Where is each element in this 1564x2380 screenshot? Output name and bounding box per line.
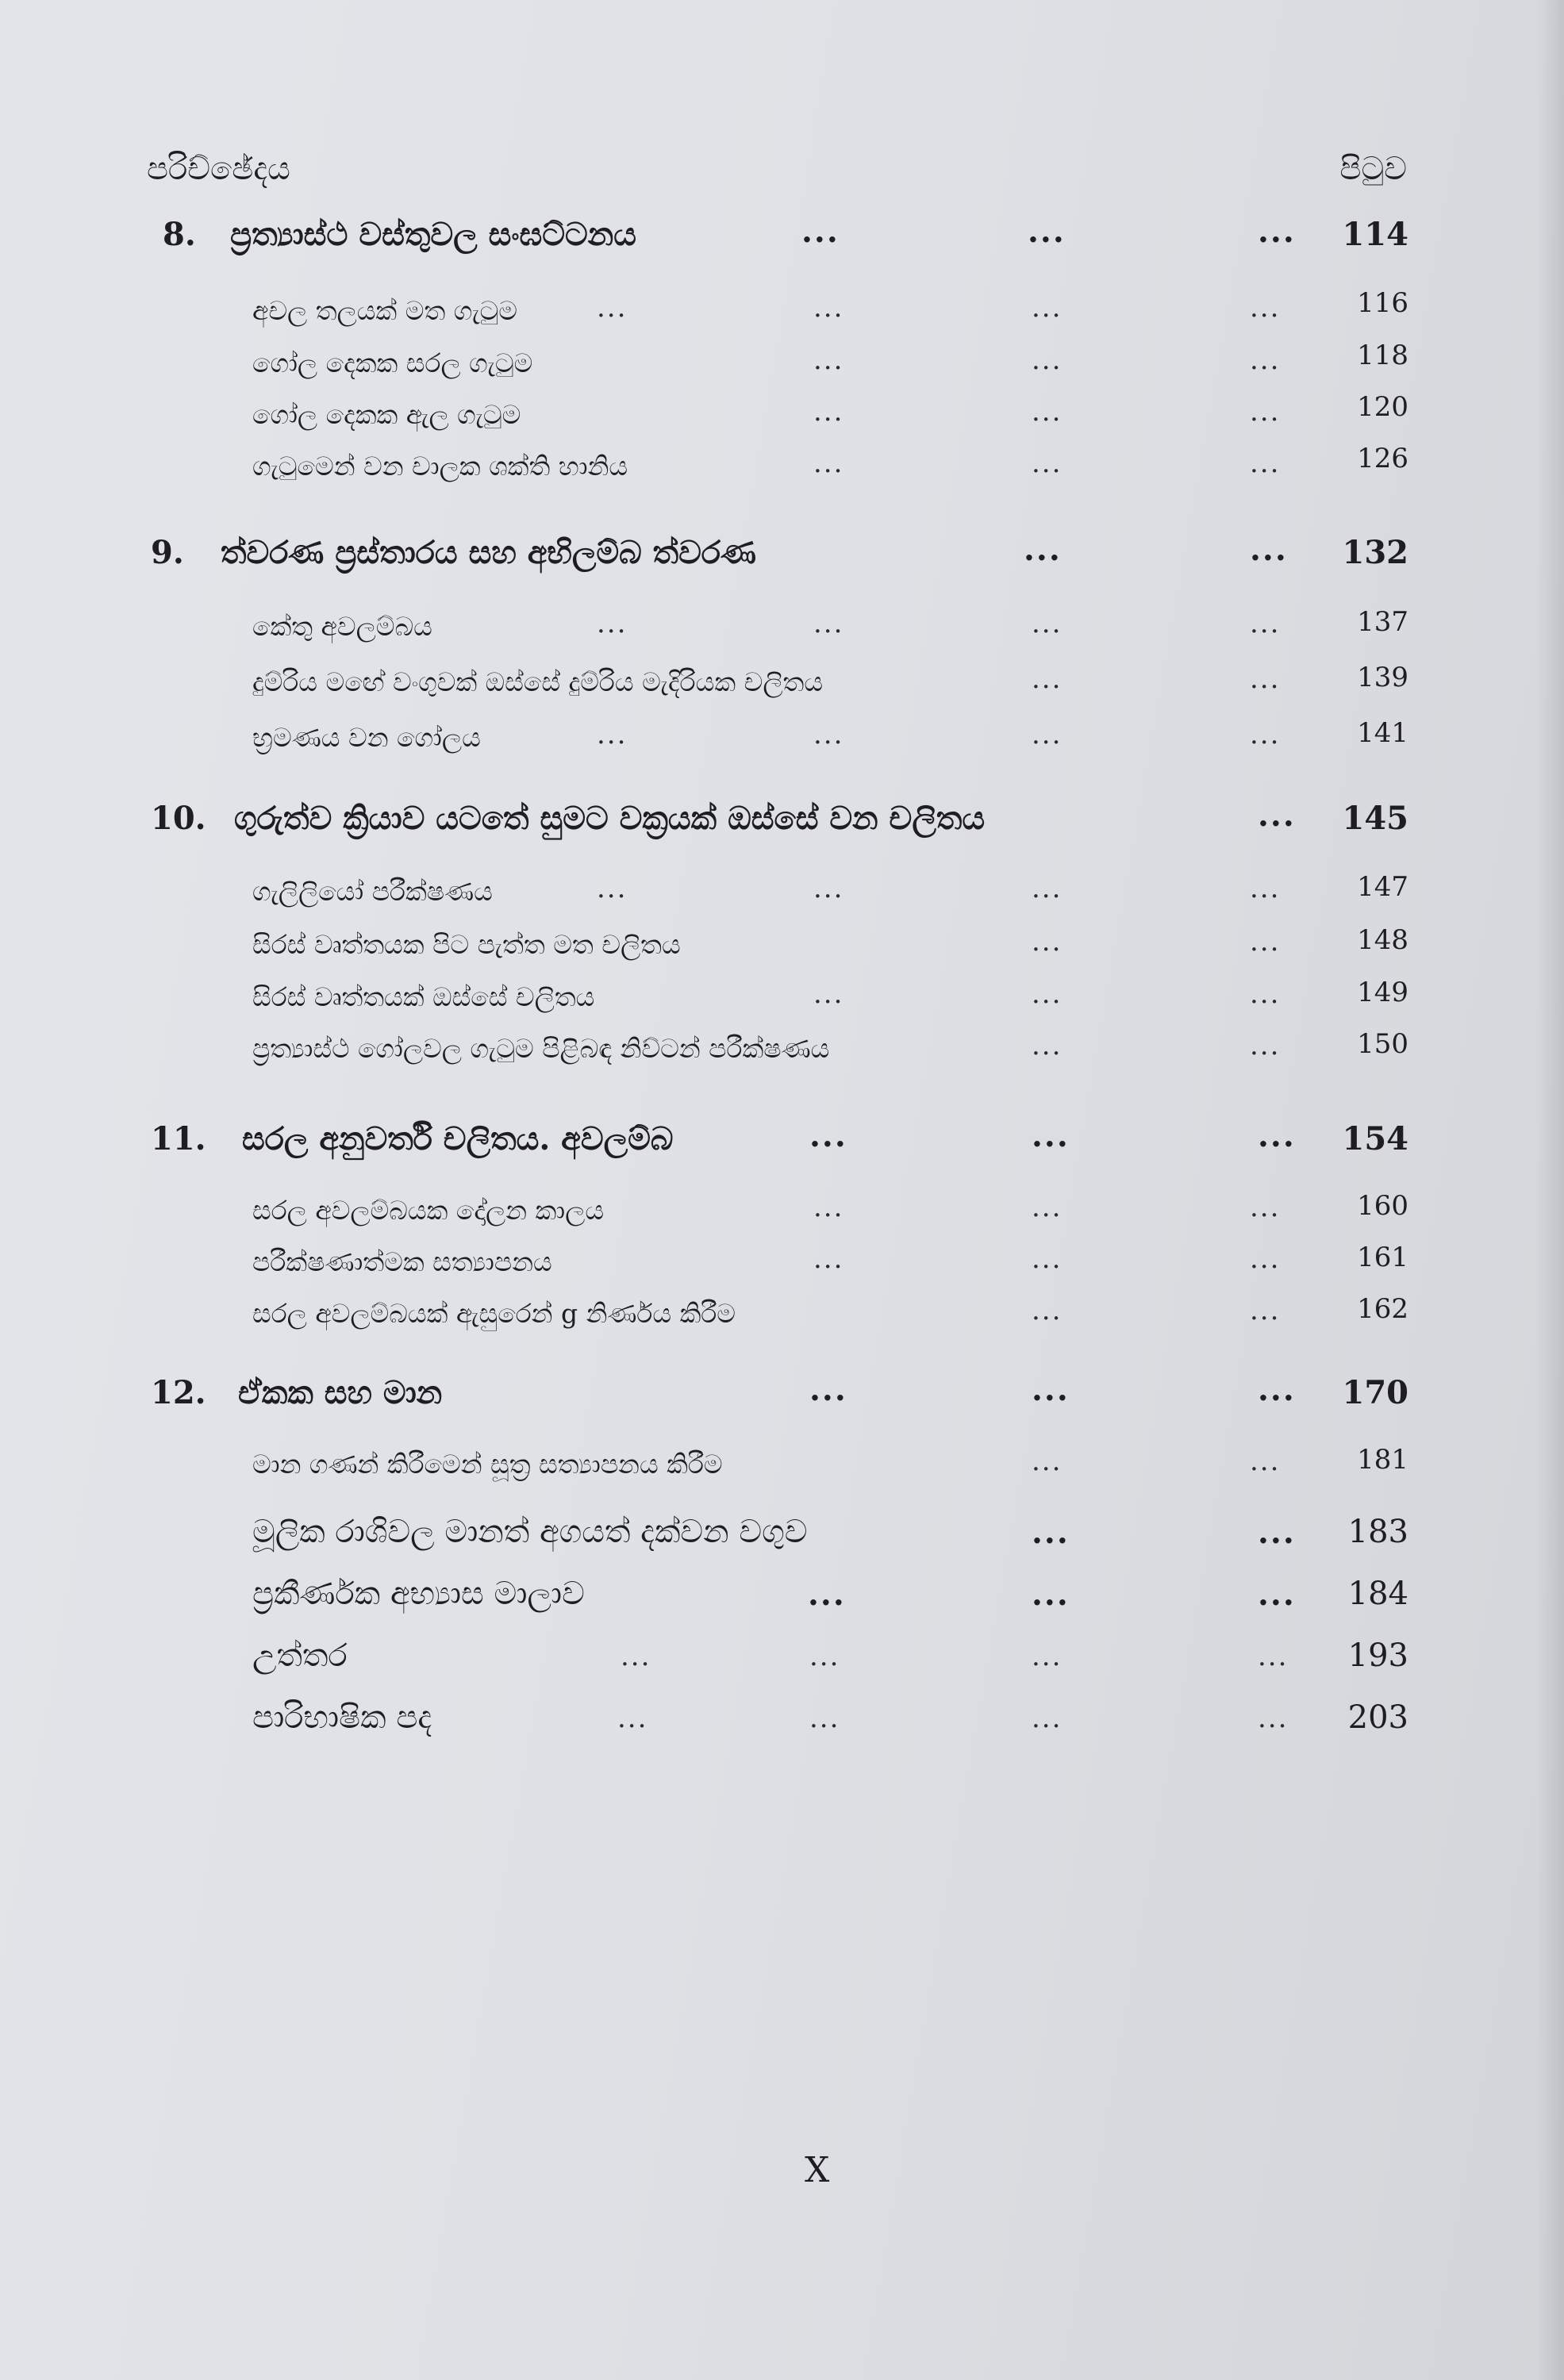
leader-dots: ...	[1258, 1641, 1289, 1672]
leader-dots: ...	[1032, 292, 1063, 324]
chapter-9-title: ත්වරණ ප්‍රස්තාරය සහ අභිලම්බ ත්වරණ	[221, 534, 756, 571]
leader-dots: ...	[1032, 1371, 1070, 1408]
leader-dots: ...	[1032, 1514, 1070, 1551]
chapter-8-number: 8.	[163, 216, 196, 253]
toc-entry-title: මාන ගණන් කිරීමෙන් සූත්‍ර සත්‍යාපනය කිරීම	[252, 1449, 723, 1480]
chapter-12-page: 170	[1342, 1374, 1408, 1411]
leader-dots: ...	[809, 1702, 840, 1734]
leader-dots: ...	[813, 608, 844, 639]
leader-dots: ...	[1032, 719, 1063, 750]
leader-dots: ...	[1032, 1576, 1070, 1613]
leader-dots: ...	[1032, 1030, 1063, 1061]
leader-dots: ...	[1258, 1371, 1296, 1408]
leader-dots: ...	[1032, 1445, 1063, 1477]
leader-dots: ...	[1250, 531, 1288, 568]
leader-dots: ...	[1250, 978, 1281, 1010]
leader-dots: ...	[809, 1641, 840, 1672]
leader-dots: ...	[809, 1371, 847, 1408]
leader-dots: ...	[1258, 1702, 1289, 1734]
chapter-12-number: 12.	[151, 1374, 206, 1411]
leader-dots: ...	[1250, 1030, 1281, 1061]
toc-entry-page: 161	[1357, 1242, 1408, 1273]
leader-dots: ...	[1250, 1192, 1281, 1223]
leader-dots: ...	[1032, 1641, 1063, 1672]
appendix-entry-title: උත්තර	[252, 1637, 348, 1674]
chapter-12-title: ඒකක සහ මාන	[238, 1374, 443, 1411]
appendix-entry-title: මූලික රාශිවල මානත් අගයත් දක්වන වගුව	[252, 1514, 808, 1550]
toc-entry-title: සිරස් වෘත්තයක පිට පැත්ත මත චලිතය	[252, 929, 681, 960]
toc-entry-page: 126	[1357, 443, 1408, 474]
leader-dots: ...	[813, 447, 844, 479]
leader-dots: ...	[1250, 447, 1281, 479]
page-shadow	[1535, 0, 1564, 2380]
leader-dots: ...	[1250, 608, 1281, 639]
leader-dots: ...	[1250, 719, 1281, 750]
chapter-10-page: 145	[1342, 800, 1408, 837]
leader-dots: ...	[1032, 447, 1063, 479]
appendix-entry-page: 183	[1347, 1514, 1408, 1550]
toc-entry-title: ගෝල දෙකක ඇල ගැටුම	[252, 399, 521, 430]
toc-entry-page: 141	[1357, 717, 1408, 749]
appendix-entry-title: පාරිභාෂික පද	[252, 1699, 432, 1736]
leader-dots: ...	[1032, 663, 1063, 695]
toc-entry-page: 181	[1357, 1444, 1408, 1476]
leader-dots: ...	[1250, 1295, 1281, 1326]
toc-entry-page: 137	[1357, 606, 1408, 638]
toc-entry-title: කේතු අවලම්බය	[252, 611, 432, 642]
leader-dots: ...	[1032, 1702, 1063, 1734]
toc-entry-page: 116	[1357, 287, 1408, 319]
toc-entry-title: අචල තලයක් මත ගැටුම	[252, 295, 517, 326]
toc-entry-title: ගැලිලියෝ පරීක්ෂණය	[252, 876, 493, 907]
toc-entry-title: සරල අවලම්බයක් ඇසුරෙන් g නිර්ණය කිරීම	[252, 1298, 736, 1329]
leader-dots: ...	[1258, 1576, 1296, 1613]
leader-dots: ...	[813, 344, 844, 376]
chapter-11-title: සරල අනුවර්ති චලිතය. අවලම්බ	[242, 1120, 674, 1157]
leader-dots: ...	[1250, 873, 1281, 904]
leader-dots: ...	[801, 213, 840, 250]
toc-entry-page: 148	[1357, 924, 1408, 956]
toc-entry-page: 160	[1357, 1190, 1408, 1222]
toc-entry-title: දුම්රිය මඟේ වංගුවක් ඔස්සේ දුම්රිය මැදිරියක චලිතය	[252, 666, 824, 697]
page-number-footer: X	[805, 2150, 830, 2190]
leader-dots: ...	[1032, 1117, 1070, 1154]
chapter-9-page: 132	[1342, 534, 1408, 571]
leader-dots: ...	[1028, 213, 1066, 250]
leader-dots: ...	[1250, 1243, 1281, 1275]
appendix-entry-page: 203	[1347, 1699, 1408, 1736]
leader-dots: ...	[1250, 926, 1281, 958]
header-chapter-label: පරිච්ඡේදය	[147, 151, 290, 187]
leader-dots: ...	[1250, 663, 1281, 695]
chapter-8-title: ප්‍රත්‍යාස්ථ වස්තුවල සංඝට්ටනය	[230, 216, 637, 253]
chapter-9-number: 9.	[151, 534, 184, 571]
leader-dots: ...	[1258, 213, 1296, 250]
leader-dots: ...	[621, 1641, 651, 1672]
leader-dots: ...	[1258, 1117, 1296, 1154]
chapter-11-number: 11.	[151, 1120, 206, 1157]
toc-entry-page: 149	[1357, 977, 1408, 1008]
toc-entry-title: භ්‍රමණය වන ගෝලය	[252, 722, 481, 753]
leader-dots: ...	[813, 396, 844, 428]
appendix-entry-title: ප්‍රකීර්ණක අභ්‍යාස මාලාව	[252, 1576, 585, 1612]
chapter-11-page: 154	[1342, 1120, 1408, 1157]
leader-dots: ...	[1250, 292, 1281, 324]
leader-dots: ...	[1032, 396, 1063, 428]
leader-dots: ...	[1032, 344, 1063, 376]
chapter-10-title: ගුරුත්ව ක්‍රියාව යටතේ සුමට වක්‍රයක් ඔස්සේ වන චලිතය	[234, 800, 986, 837]
appendix-entry-page: 193	[1347, 1637, 1408, 1674]
leader-dots: ...	[1250, 1445, 1281, 1477]
leader-dots: ...	[813, 1243, 844, 1275]
leader-dots: ...	[1032, 1243, 1063, 1275]
header-page-label: පිටුව	[1339, 151, 1407, 187]
leader-dots: ...	[1258, 797, 1296, 834]
leader-dots: ...	[1250, 344, 1281, 376]
leader-dots: ...	[597, 873, 628, 904]
toc-entry-page: 120	[1357, 391, 1408, 423]
toc-entry-page: 139	[1357, 662, 1408, 693]
toc-entry-page: 162	[1357, 1293, 1408, 1325]
toc-entry-page: 150	[1357, 1028, 1408, 1060]
toc-entry-title: පරීක්ෂණාත්මක සත්‍යාපනය	[252, 1246, 552, 1277]
toc-entry-title: ගැටුමෙන් වන චාලක ශක්ති හානිය	[252, 451, 628, 482]
toc-entry-page: 147	[1357, 871, 1408, 903]
leader-dots: ...	[1032, 1192, 1063, 1223]
leader-dots: ...	[813, 292, 844, 324]
leader-dots: ...	[1032, 926, 1063, 958]
leader-dots: ...	[1032, 1295, 1063, 1326]
leader-dots: ...	[597, 719, 628, 750]
leader-dots: ...	[1032, 608, 1063, 639]
leader-dots: ...	[597, 608, 628, 639]
leader-dots: ...	[1024, 531, 1062, 568]
toc-entry-page: 118	[1357, 340, 1408, 371]
leader-dots: ...	[813, 1192, 844, 1223]
leader-dots: ...	[1032, 978, 1063, 1010]
toc-entry-title: සිරස් වෘත්තයක් ඔස්සේ චලිතය	[252, 981, 595, 1012]
leader-dots: ...	[597, 292, 628, 324]
leader-dots: ...	[813, 873, 844, 904]
toc-entry-title: ප්‍රත්‍යාස්ථ ගෝලවල ගැටුම පිළිබඳ නිව්ටන් පරීක්ෂණය	[252, 1033, 830, 1064]
leader-dots: ...	[617, 1702, 648, 1734]
toc-entry-title: සරල අවලම්බයක දෝලන කාලය	[252, 1195, 605, 1226]
leader-dots: ...	[1032, 873, 1063, 904]
leader-dots: ...	[1250, 396, 1281, 428]
toc-entry-title: ගෝල දෙකක සරල ගැටුම	[252, 347, 533, 378]
chapter-8-page: 114	[1342, 216, 1408, 253]
leader-dots: ...	[1258, 1514, 1296, 1551]
leader-dots: ...	[813, 978, 844, 1010]
leader-dots: ...	[809, 1117, 847, 1154]
chapter-10-number: 10.	[151, 800, 206, 837]
leader-dots: ...	[813, 719, 844, 750]
appendix-entry-page: 184	[1347, 1576, 1408, 1612]
leader-dots: ...	[808, 1576, 846, 1613]
